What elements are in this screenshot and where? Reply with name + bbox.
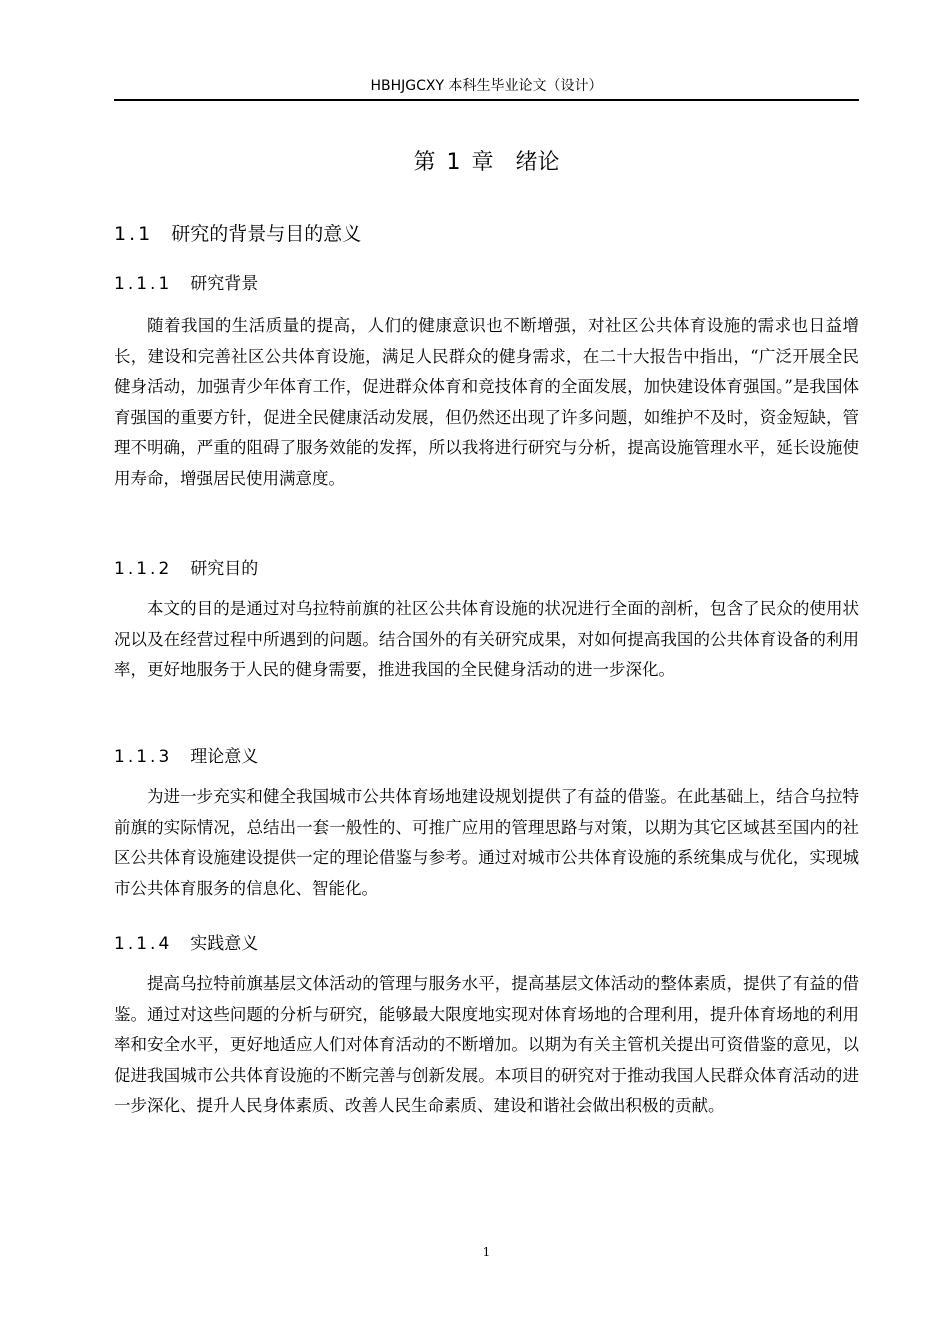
subsection-title: 研究目的 — [190, 559, 259, 579]
subsection-heading-2 — [114, 556, 258, 582]
paragraph-theory: 为进一步充实和健全我国城市公共体育场地建设规划提供了有益的借鉴。在此基础上，结合乌拉特前旗的实际情况，总结出一套一般性的、可推广应用的管理思路与对策，以期为其它区域甚至国内的社区公共体育设施建设提供一定的理论借鉴与参考。通过对城市公共体育设施的系统集成与优化，实现城市公共体育服务的信息化、智能化。 — [114, 787, 859, 898]
subsection-number: 1.1.3 — [114, 747, 173, 767]
subsection-heading-4 — [114, 931, 258, 957]
running-header: HBHJGCXY 本科生毕业论文（设计） — [370, 78, 603, 94]
subsection-title: 理论意义 — [190, 747, 259, 767]
paragraph-practice: 提高乌拉特前旗基层文体活动的管理与服务水平，提高基层文体活动的整体素质，提供了有益的借鉴。通过对这些问题的分析与研究，能够最大限度地实现对体育场地的合理利用，提升体育场地的利用率和安全水平，更好地适应人们对体育活动的不断增加。以期为有关主管机关提出可资借鉴的意见，以促进我国城市公共体育设施的不断完善与创新发展。本项目的研究对于推动我国人民群众体育活动的进一步深化、提升人民身体素质、改善人民生命素质、建设和谐社会做出积极的贡献。 — [114, 974, 859, 1115]
paragraph-purpose: 本文的目的是通过对乌拉特前旗的社区公共体育设施的状况进行全面的剖析，包含了民众的使用状况以及在经营过程中所遇到的问题。结合国外的有关研究成果，对如何提高我国的公共体育设备的利用率，更好地服务于人民的健身需要，推进我国的全民健身活动的进一步深化。 — [114, 599, 859, 679]
subsection-heading-1 — [114, 271, 258, 297]
subsection-number: 1.1.2 — [114, 559, 173, 579]
subsection-number: 1.1.4 — [114, 934, 173, 954]
page-number: 1 — [482, 1245, 491, 1259]
paragraph-background: 随着我国的生活质量的提高，人们的健康意识也不断增强，对社区公共体育设施的需求也日益增长，建设和完善社区公共体育设施，满足人民群众的健身需求，在二十大报告中指出，“广泛开展全民健身活动，加强青少年体育工作，促进群众体育和竞技体育的全面发展，加快建设体育强国。”是我国体育强国的重要方针，促进全民健康活动发展，但仍然还出现了许多问题，如维护不及时，资金短缺，管理不明确，严重的阻碍了服务效能的发挥，所以我将进行研究与分析，提高设施管理水平，延长设施使用寿命，增强居民使用满意度。 — [114, 316, 859, 488]
subsection-number: 1.1.1 — [114, 274, 173, 294]
section-heading — [114, 220, 361, 248]
subsection-heading-3 — [114, 744, 258, 770]
section-number: 1.1 — [114, 223, 154, 245]
section-title: 研究的背景与目的意义 — [171, 223, 362, 245]
subsection-title: 实践意义 — [190, 934, 259, 954]
header-rule — [114, 99, 859, 101]
subsection-title: 研究背景 — [190, 274, 259, 294]
chapter-title: 第 1 章 绪论 — [413, 150, 560, 175]
